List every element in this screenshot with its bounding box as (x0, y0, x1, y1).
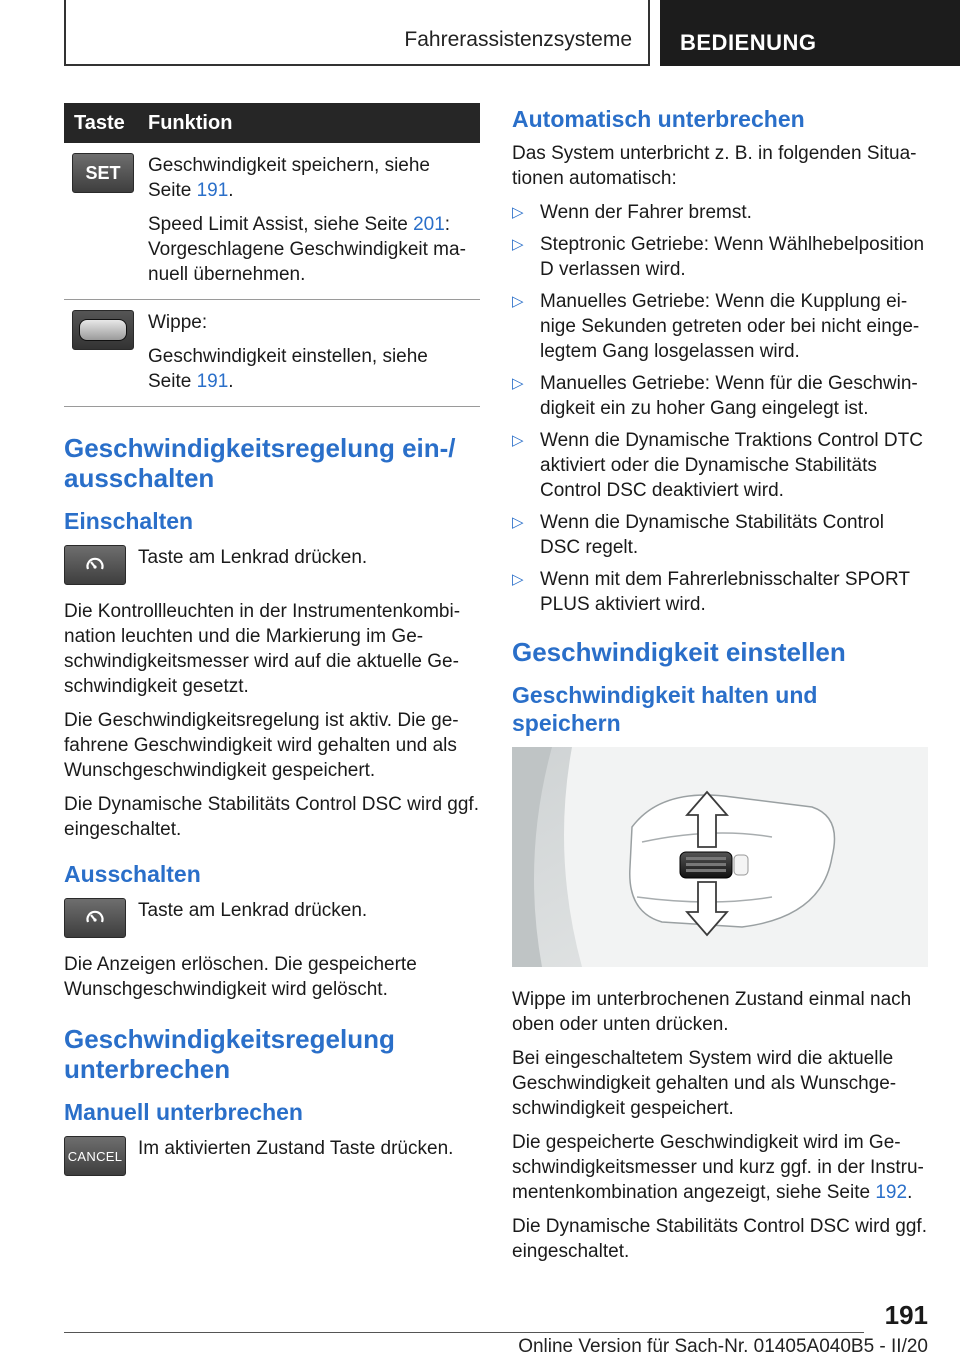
set-paragraph-3: Die gespeicherte Geschwindigkeit wird im Geschwindigkeitsmesser und kurz ggf. in der Instrumentenkombination angezeigt, siehe Seite 192. (512, 1132, 924, 1203)
list-item: ▷ Manuelles Getriebe: Wenn die Kupplung einige Sekunden getreten oder bei nicht eingelegtem Gang losgelassen wird. (512, 291, 920, 362)
table-cell-function (142, 300, 480, 407)
rocker-knob (79, 319, 127, 341)
cruise-control-icon (82, 907, 108, 929)
right-column (512, 103, 928, 1273)
set-function-text: Geschwindigkeit speichern, siehe Seite 191. (148, 155, 430, 201)
cruise-control-button-icon (64, 545, 126, 585)
cruise-control-button-icon (64, 898, 126, 938)
speed-limit-assist-text: Speed Limit Assist, siehe Seite 201: Vorgeschlagene Geschwindigkeit manuell übernehmen. (148, 214, 466, 285)
list-item: ▷ Wenn die Dynamische Traktions Control DTC aktiviert oder die Dynamische Stabilitäts Control DSC deaktiviert wird. (512, 430, 923, 501)
triangle-bullet-icon: ▷ (512, 514, 524, 531)
table-cell-function (142, 143, 480, 300)
list-item: ▷ Wenn die Dynamische Stabilitäts Control DSC regelt. (512, 512, 884, 558)
heading-on-off: Geschwindigkeitsregelung ein-/ ausschalten (64, 433, 456, 493)
table-header-row (64, 103, 480, 143)
steering-wheel-illustration (512, 747, 928, 967)
on-key-text: Taste am Lenkrad drücken. (138, 547, 368, 568)
on-paragraph-2: Die Geschwindigkeitsregelung ist aktiv. Die gefahrene Geschwindigkeit wird gehalten und als Wunschgeschwindigkeit gespeichert. (64, 710, 459, 781)
cancel-button-icon: CANCEL (64, 1136, 126, 1176)
chapter-tab (660, 0, 960, 66)
chapter-title: BEDIENUNG (680, 30, 817, 55)
page-link[interactable]: 191 (196, 371, 229, 392)
set-paragraph-4: Die Dynamische Stabilitäts Control DSC wird ggf. eingeschaltet. (512, 1216, 927, 1262)
triangle-bullet-icon: ▷ (512, 571, 524, 588)
key-row-cancel (64, 1136, 480, 1176)
page-link[interactable]: 192 (875, 1182, 908, 1203)
table-row (64, 300, 480, 407)
triangle-bullet-icon: ▷ (512, 236, 524, 253)
auto-intro: Das System unterbricht z. B. in folgenden Situationen automatisch: (512, 143, 917, 189)
list-item: ▷ Manuelles Getriebe: Wenn für die Geschwindigkeit ein zu hoher Gang eingelegt ist. (512, 373, 918, 419)
on-paragraph-1: Die Kontrollleuchten in der Instrumentenkombination leuchten und die Markierung im Geschwindigkeitsmesser wird auf die aktuelle Geschwindigkeit gesetzt. (64, 601, 461, 697)
auto-interrupt-list (512, 200, 928, 617)
table-header-key: Taste (64, 103, 142, 143)
set-paragraph-1: Wippe im unterbrochenen Zustand einmal nach oben oder unten drücken. (512, 989, 912, 1035)
table-cell-key (64, 300, 142, 407)
list-item: ▷ Wenn mit dem Fahrerlebnisschalter SPORT PLUS aktiviert wird. (512, 569, 910, 615)
list-item: ▷ Steptronic Getriebe: Wenn Wählhebelposition D verlassen wird. (512, 234, 925, 280)
set-button-icon: SET (72, 153, 134, 193)
left-column (64, 103, 480, 1190)
page-link[interactable]: 191 (196, 180, 229, 201)
header-frame (64, 0, 650, 66)
rocker-switch-icon (72, 310, 134, 350)
section-title: Fahrerassistenzsysteme (404, 28, 632, 51)
list-item: ▷ Wenn der Fahrer bremst. (512, 202, 752, 223)
table-row (64, 143, 480, 300)
off-paragraph-1: Die Anzeigen erlöschen. Die gespeicherte Wunschgeschwindigkeit wird gelöscht. (64, 954, 417, 1000)
page-number: 191 (884, 1300, 928, 1330)
heading-einschalten: Einschalten (64, 508, 194, 534)
online-version-text: Online Version für Sach-Nr. 01405A040B5 - II/20 (518, 1336, 928, 1357)
steering-wheel-rocker-photo (512, 747, 928, 967)
on-paragraph-3: Die Dynamische Stabilitäts Control DSC wird ggf. eingeschaltet. (64, 794, 479, 840)
rocker-function-text: Geschwindigkeit einstellen, siehe Seite 191. (148, 346, 428, 392)
triangle-bullet-icon: ▷ (512, 204, 524, 221)
triangle-bullet-icon: ▷ (512, 432, 524, 449)
heading-ausschalten: Ausschalten (64, 861, 201, 887)
heading-set-speed: Geschwindigkeit einstellen (512, 637, 846, 667)
key-function-table (64, 103, 480, 407)
off-key-text: Taste am Lenkrad drücken. (138, 900, 368, 921)
footer-divider (64, 1332, 864, 1333)
set-paragraph-2: Bei eingeschaltetem System wird die aktuelle Geschwindigkeit gehalten und als Wunschgeschwindigkeit gespeichert. (512, 1048, 897, 1119)
triangle-bullet-icon: ▷ (512, 293, 524, 310)
page-header (0, 0, 960, 66)
table-cell-key (64, 143, 142, 300)
heading-hold-store: Geschwindigkeit halten und speichern (512, 682, 818, 736)
key-row-on (64, 545, 480, 585)
rocker-label: Wippe: (148, 312, 208, 333)
triangle-bullet-icon: ▷ (512, 375, 524, 392)
cancel-key-text: Im aktivierten Zustand Taste drücken. (138, 1138, 454, 1159)
heading-interrupt: Geschwindigkeitsregelung unterbrechen (64, 1024, 395, 1084)
key-row-off (64, 898, 480, 938)
cruise-control-icon (82, 554, 108, 576)
heading-auto-interrupt: Automatisch unterbrechen (512, 106, 805, 132)
table-header-function: Funktion (142, 103, 480, 143)
page-link[interactable]: 201 (413, 214, 445, 235)
heading-manual-interrupt: Manuell unterbrechen (64, 1099, 303, 1125)
